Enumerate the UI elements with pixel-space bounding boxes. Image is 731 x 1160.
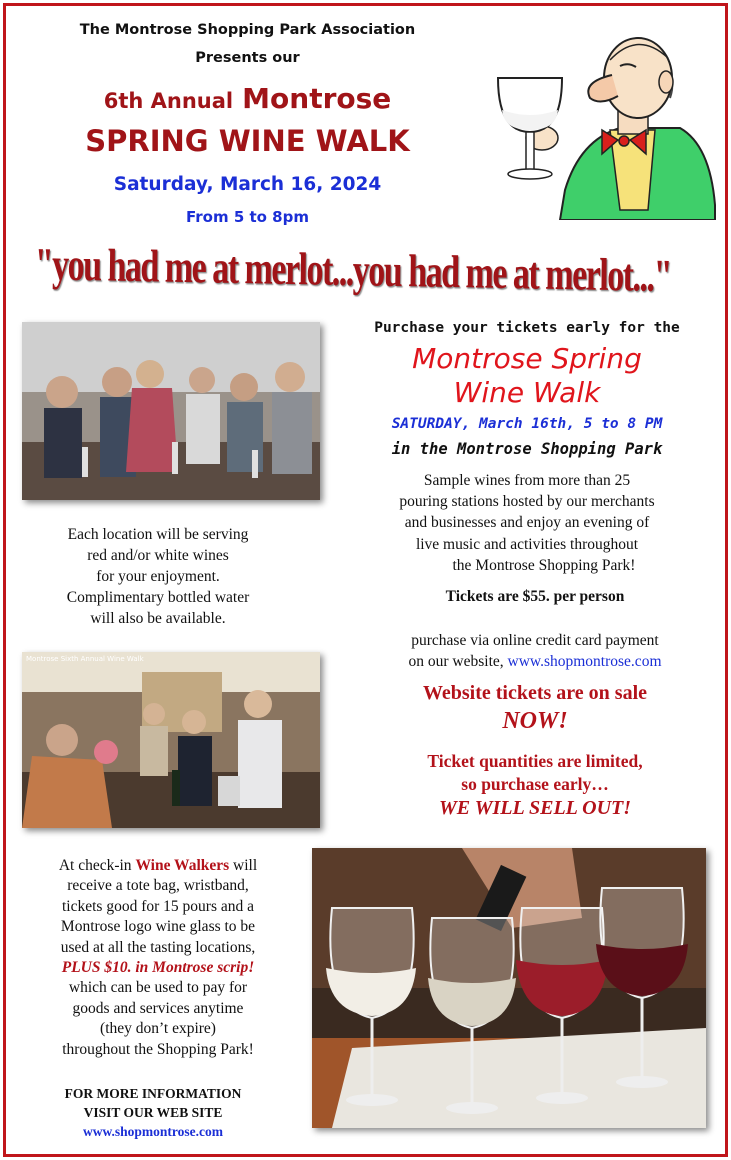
association-name: The Montrose Shopping Park Association	[79, 22, 416, 38]
purchase-line: purchase via online credit card payment	[411, 632, 659, 649]
checkin-pre: At check-in	[58, 857, 136, 874]
serving-line: Complimentary bottled water	[66, 589, 250, 606]
checkin-line	[22, 856, 294, 876]
more-info	[22, 1084, 284, 1141]
presents-text: Presents our	[195, 50, 300, 66]
wine-taster-cartoon-icon	[470, 20, 720, 220]
wine-walkers-label: Wine Walkers	[135, 857, 230, 874]
title-line: Montrose Spring	[412, 342, 642, 375]
title-line: Wine Walk	[453, 376, 601, 409]
checkin-line: receive a tote bag, wristband,	[67, 877, 249, 895]
checkin-post: will	[229, 857, 258, 874]
website-link[interactable]: www.shopmontrose.com	[82, 1124, 223, 1139]
video-caption: Montrose Sixth Annual Wine Walk	[26, 655, 144, 663]
more-info-line: VISIT OUR WEB SITE	[83, 1105, 223, 1120]
annual-prefix: 6th Annual	[103, 89, 234, 113]
sample-line: Sample wines from more than 25	[423, 472, 631, 489]
serving-info	[22, 524, 294, 629]
serving-line: for your enjoyment.	[96, 568, 220, 585]
serving-line: Each location will be serving	[67, 526, 249, 543]
ticket-price: Tickets are $55. per person	[445, 588, 625, 605]
scrip-bonus: PLUS $10. in Montrose scrip!	[61, 959, 255, 977]
event-title: SPRING WINE WALK	[85, 124, 410, 158]
checkin-info	[22, 856, 294, 1060]
event-date: Saturday, March 16, 2024	[113, 174, 382, 195]
spring-wine-walk-title	[352, 342, 702, 410]
checkin-line: goods and services anytime	[72, 999, 244, 1017]
checkin-line: which can be used to pay for	[68, 979, 248, 997]
limited-info	[352, 750, 718, 796]
event-location: in the Montrose Shopping Park	[391, 440, 663, 458]
limited-line: so purchase early…	[461, 774, 609, 794]
purchase-website-link[interactable]: www.shopmontrose.com	[507, 653, 662, 670]
checkin-line: Montrose logo wine glass to be	[60, 918, 256, 936]
now-label: NOW!	[502, 708, 568, 734]
sellout-warning: WE WILL SELL OUT!	[438, 797, 632, 819]
purchase-intro: Purchase your tickets early for the	[374, 320, 680, 336]
crowd-photo	[22, 322, 320, 500]
serving-line: will also be available.	[90, 610, 226, 627]
sample-line: pouring stations hosted by our merchants	[399, 493, 655, 511]
wine-walk-video-still	[22, 652, 320, 828]
sample-line: the Montrose Shopping Park!	[452, 556, 636, 574]
onsale-line: Website tickets are on sale	[422, 682, 648, 704]
checkin-line: (they don’t expire)	[100, 1020, 216, 1038]
checkin-line: tickets good for 15 pours and a	[62, 897, 254, 915]
more-info-line: FOR MORE INFORMATION	[64, 1086, 242, 1101]
purchase-pre: on our website,	[408, 653, 508, 670]
wine-glasses-photo	[312, 848, 706, 1128]
sample-line: live music and activities throughout	[415, 535, 639, 553]
purchase-line	[352, 651, 718, 672]
annual-heading	[50, 82, 445, 115]
slogan: "you had me at merlot...you had me at merlot..."	[34, 240, 672, 302]
sample-line: and businesses and enjoy an evening of	[404, 514, 650, 532]
serving-line: red and/or white wines	[87, 547, 229, 564]
purchase-info	[352, 630, 718, 672]
event-time: From 5 to 8pm	[185, 208, 309, 226]
sample-info	[352, 470, 702, 576]
checkin-line: used at all the tasting locations,	[60, 938, 256, 956]
checkin-line: throughout the Shopping Park!	[62, 1040, 254, 1058]
annual-name: Montrose	[242, 82, 392, 115]
limited-line: Ticket quantities are limited,	[427, 751, 643, 771]
event-datetime: SATURDAY, March 16th, 5 to 8 PM	[391, 416, 663, 432]
